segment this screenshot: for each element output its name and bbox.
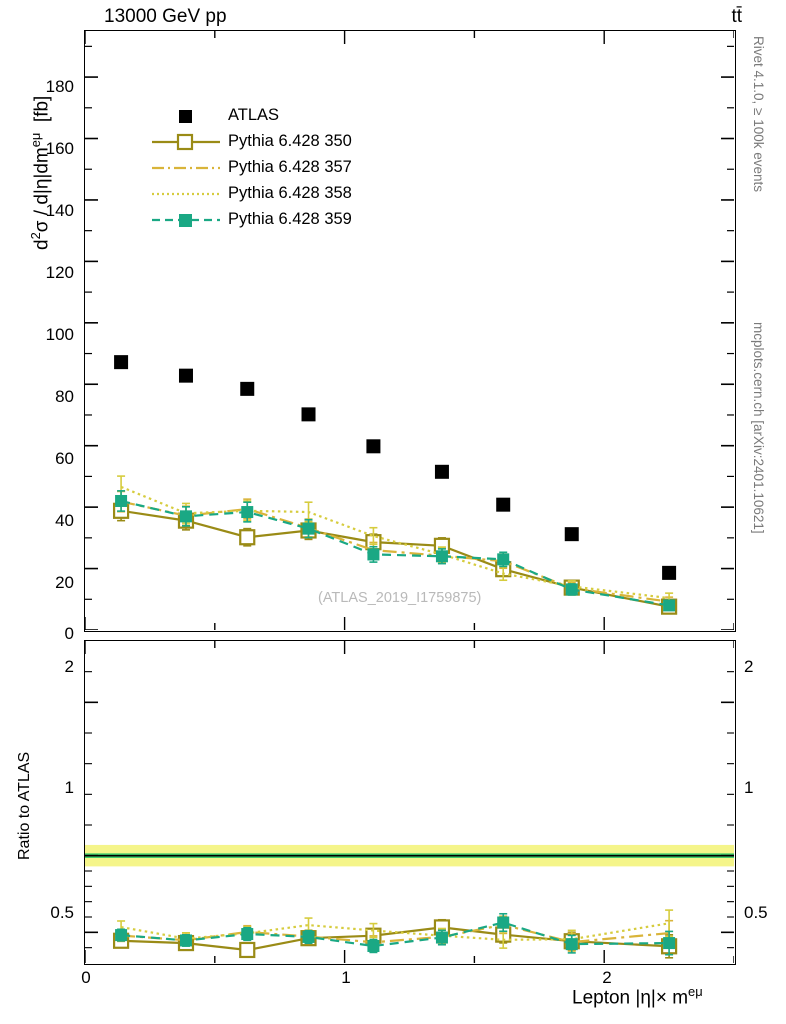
legend-item-1	[150, 130, 400, 156]
legend-marker-pythia357	[150, 156, 222, 180]
ytick-ratio-right-2: 2	[744, 657, 754, 676]
legend-marker-pythia358	[150, 182, 222, 206]
x-axis-label: Lepton $|\eta|\times m^{e\mu}$	[572, 984, 703, 1009]
ratio-plot-panel	[84, 640, 736, 965]
legend-marker-atlas	[150, 104, 222, 128]
ytick-ratio-2: 2	[64, 657, 74, 676]
ytick-main-160: 160	[45, 139, 74, 158]
ytick-main-80: 80	[55, 387, 74, 406]
legend-item-0	[150, 104, 400, 130]
ytick-ratio-right-05: 0.5	[744, 903, 768, 922]
ytick-ratio-1: 1	[64, 778, 74, 797]
legend-label-2: Pythia 6.428 357	[228, 158, 352, 176]
ytick-main-120: 120	[45, 263, 74, 282]
legend-label-3: Pythia 6.428 358	[228, 184, 352, 202]
legend-label-1: Pythia 6.428 350	[228, 132, 352, 150]
ratio-plot-canvas	[85, 641, 734, 963]
ytick-main-100: 100	[45, 325, 74, 344]
legend-marker-pythia350	[150, 130, 222, 154]
legend-label-4: Pythia 6.428 359	[228, 210, 352, 228]
analysis-watermark: (ATLAS_2019_I1759875)	[318, 590, 482, 606]
legend-item-4	[150, 208, 400, 234]
header-beam-label: 13000 GeV pp	[104, 6, 227, 27]
mcplots-annotation: mcplots.cern.ch [arXiv:2401.10621]	[751, 322, 766, 534]
y-axis-label-ratio: Ratio to ATLAS	[16, 751, 33, 860]
ytick-main-0: 0	[64, 624, 74, 643]
y-axis-label-main: $d^2\sigma / d|\eta|dm^{e\mu}$ [fb]	[28, 95, 53, 250]
legend-marker-pythia359	[150, 208, 222, 232]
ytick-main-20: 20	[55, 573, 74, 592]
rivet-version-annotation: Rivet 4.1.0, ≥ 100k events	[751, 36, 766, 192]
header-process-label: tt̄	[731, 6, 742, 27]
ytick-main-140: 140	[45, 201, 74, 220]
xtick-0: 0	[81, 968, 91, 987]
ytick-main-40: 40	[55, 511, 74, 530]
legend	[150, 104, 400, 234]
legend-item-3	[150, 182, 400, 208]
legend-label-0: ATLAS	[228, 106, 280, 124]
ytick-ratio-right-1: 1	[744, 778, 754, 797]
ytick-ratio-05: 0.5	[50, 903, 74, 922]
ytick-main-180: 180	[45, 77, 74, 96]
xtick-2: 2	[602, 968, 612, 987]
xtick-1: 1	[341, 968, 351, 987]
ytick-main-60: 60	[55, 449, 74, 468]
legend-item-2	[150, 156, 400, 182]
